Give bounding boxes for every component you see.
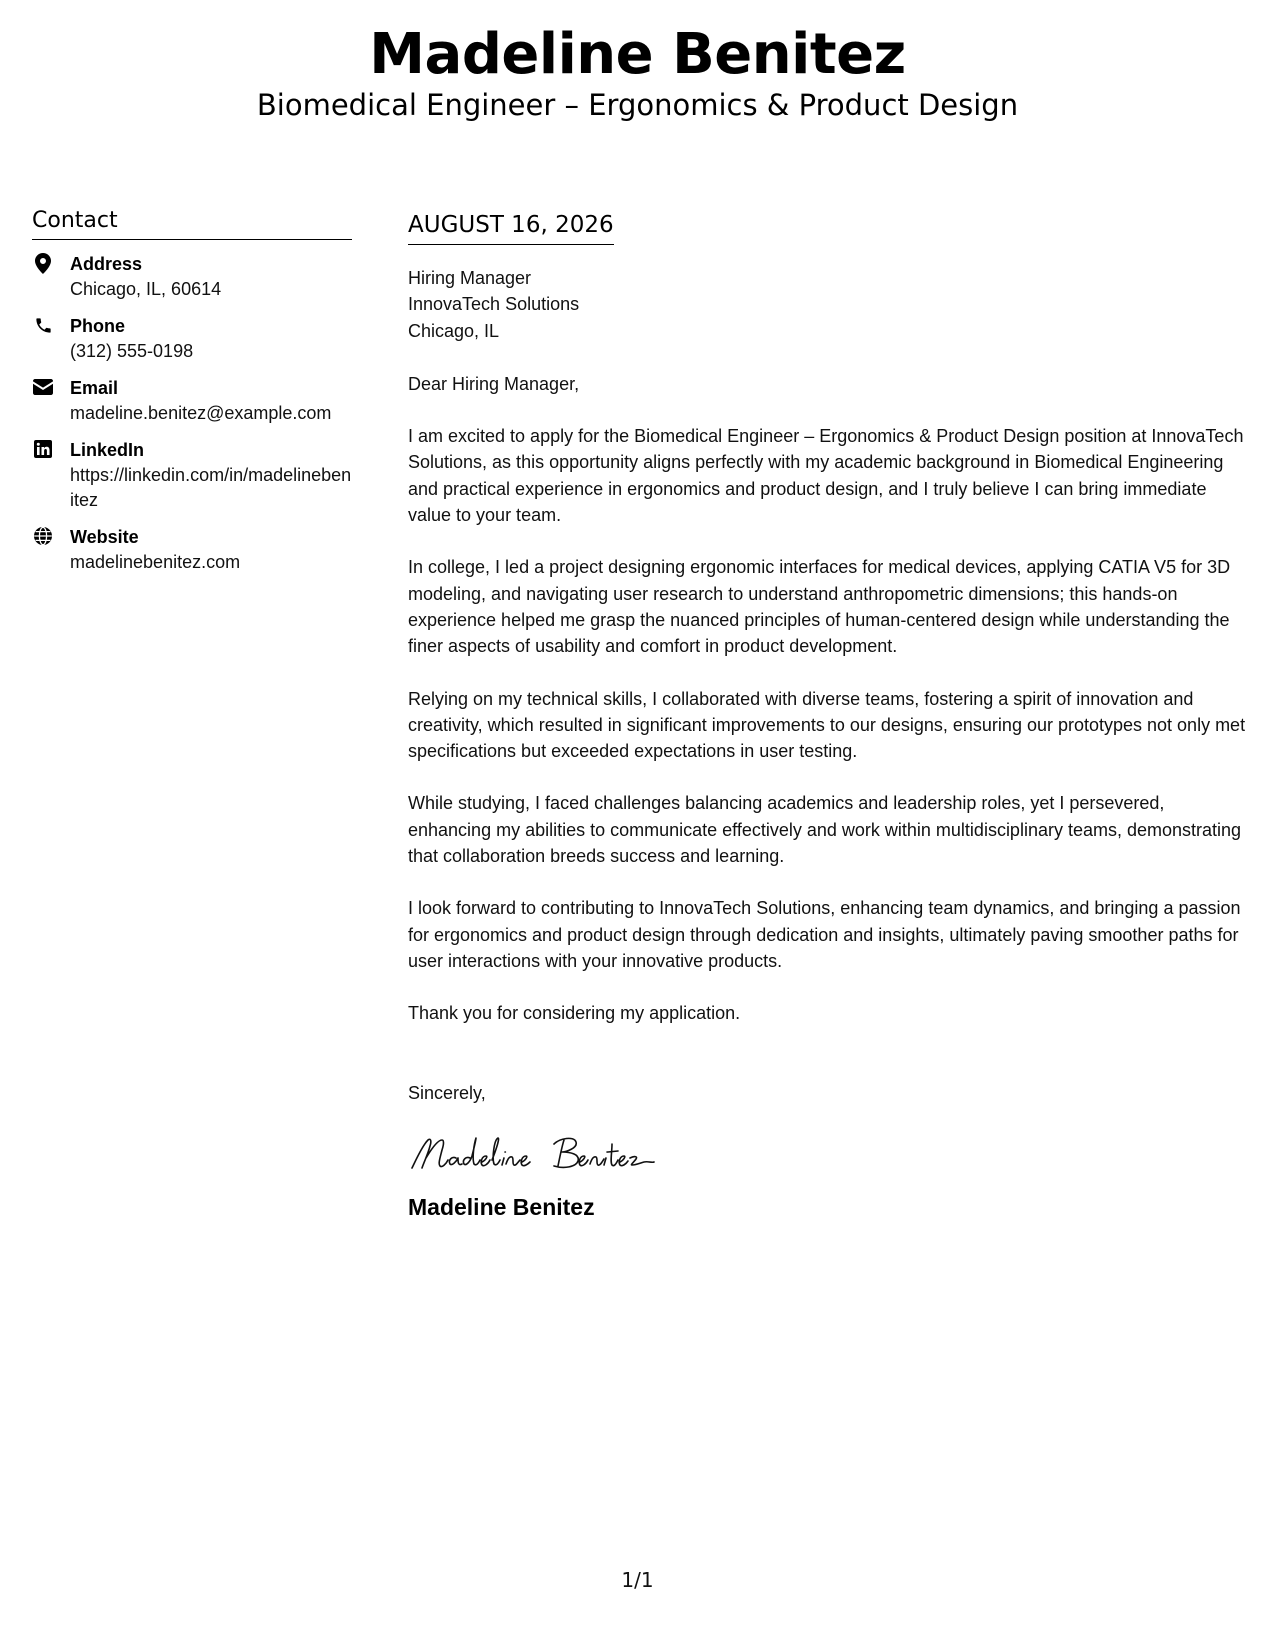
contact-value-website[interactable]: madelinebenitez.com <box>70 552 241 572</box>
phone-icon <box>32 314 54 336</box>
body-paragraph: While studying, I faced challenges balancing academics and leadership roles, yet I persevered, enhancing my abilities to communicate effectively and work within multidisciplinary teams, demonstrating that collaboration breeds success and learning. <box>408 793 1242 867</box>
contact-heading: Contact <box>32 207 352 240</box>
contact-label-email: Email <box>70 378 119 398</box>
contact-value-address: Chicago, IL, 60614 <box>70 279 222 299</box>
body-paragraph: Relying on my technical skills, I collaborated with diverse teams, fostering a spirit of innovation and creativity, which resulted in significant improvements to our designs, ensuring our prototypes not only met specifications but exceeded expectations in user testing. <box>408 688 1246 762</box>
email-icon <box>32 376 54 398</box>
map-pin-icon <box>32 252 54 274</box>
contact-label-website: Website <box>70 527 139 547</box>
contact-label-linkedin: LinkedIn <box>70 440 145 460</box>
closing: Sincerely, <box>408 1082 486 1103</box>
contact-label-phone: Phone <box>70 316 126 336</box>
contact-item-linkedin <box>32 438 352 513</box>
contact-item-website <box>32 525 352 575</box>
contact-item-email <box>32 376 352 426</box>
letter-header <box>0 22 1275 124</box>
body-paragraph: In college, I led a project designing ergonomic interfaces for medical devices, applying CATIA V5 for 3D modeling, and navigating user research to understand anthropometric dimensions; this hands-on experience helped me grasp the nuanced principles of human-centered design while understanding the finer aspects of usability and comfort in product development. <box>408 557 1231 657</box>
applicant-title: Biomedical Engineer – Ergonomics & Product Design <box>256 88 1019 122</box>
applicant-name: Madeline Benitez <box>369 22 906 87</box>
globe-icon <box>32 525 54 547</box>
page-number: 1/1 <box>621 1568 654 1592</box>
letter-date: AUGUST 16, 2026 <box>408 210 614 245</box>
body-paragraph: Thank you for considering my application. <box>408 1003 741 1024</box>
contact-sidebar <box>32 207 352 587</box>
salutation: Dear Hiring Manager, <box>408 373 580 394</box>
contact-list <box>32 252 352 575</box>
recipient-block <box>408 265 1248 344</box>
body-paragraph: I look forward to contributing to InnovaTech Solutions, enhancing team dynamics, and bringing a passion for ergonomics and product design through dedication and insights, ultimately paving smoother paths for user interactions with your innovative products. <box>408 898 1241 971</box>
contact-item-address <box>32 252 352 302</box>
letter-body <box>408 210 1248 1222</box>
body-paragraph: I am excited to apply for the Biomedical Engineer – Ergonomics & Product Design position at InnovaTech Solutions, as this opportunity aligns perfectly with my academic background in Biomedical Engineering and practical experience in ergonomics and product design, and I truly believe I can bring immediate value to your team. <box>408 426 1244 526</box>
signer-name: Madeline Benitez <box>408 1193 595 1220</box>
recipient-company: InnovaTech Solutions <box>408 294 580 315</box>
contact-item-phone <box>32 314 352 364</box>
linkedin-icon <box>32 438 54 460</box>
contact-value-phone: (312) 555-0198 <box>70 341 194 361</box>
contact-value-email[interactable]: madeline.benitez@example.com <box>70 403 332 423</box>
recipient-name: Hiring Manager <box>408 268 532 288</box>
contact-value-linkedin[interactable]: https://linkedin.com/in/madelinebenitez <box>70 465 352 510</box>
recipient-location: Chicago, IL <box>408 320 500 341</box>
contact-label-address: Address <box>70 254 143 274</box>
handwritten-signature <box>408 1130 678 1178</box>
